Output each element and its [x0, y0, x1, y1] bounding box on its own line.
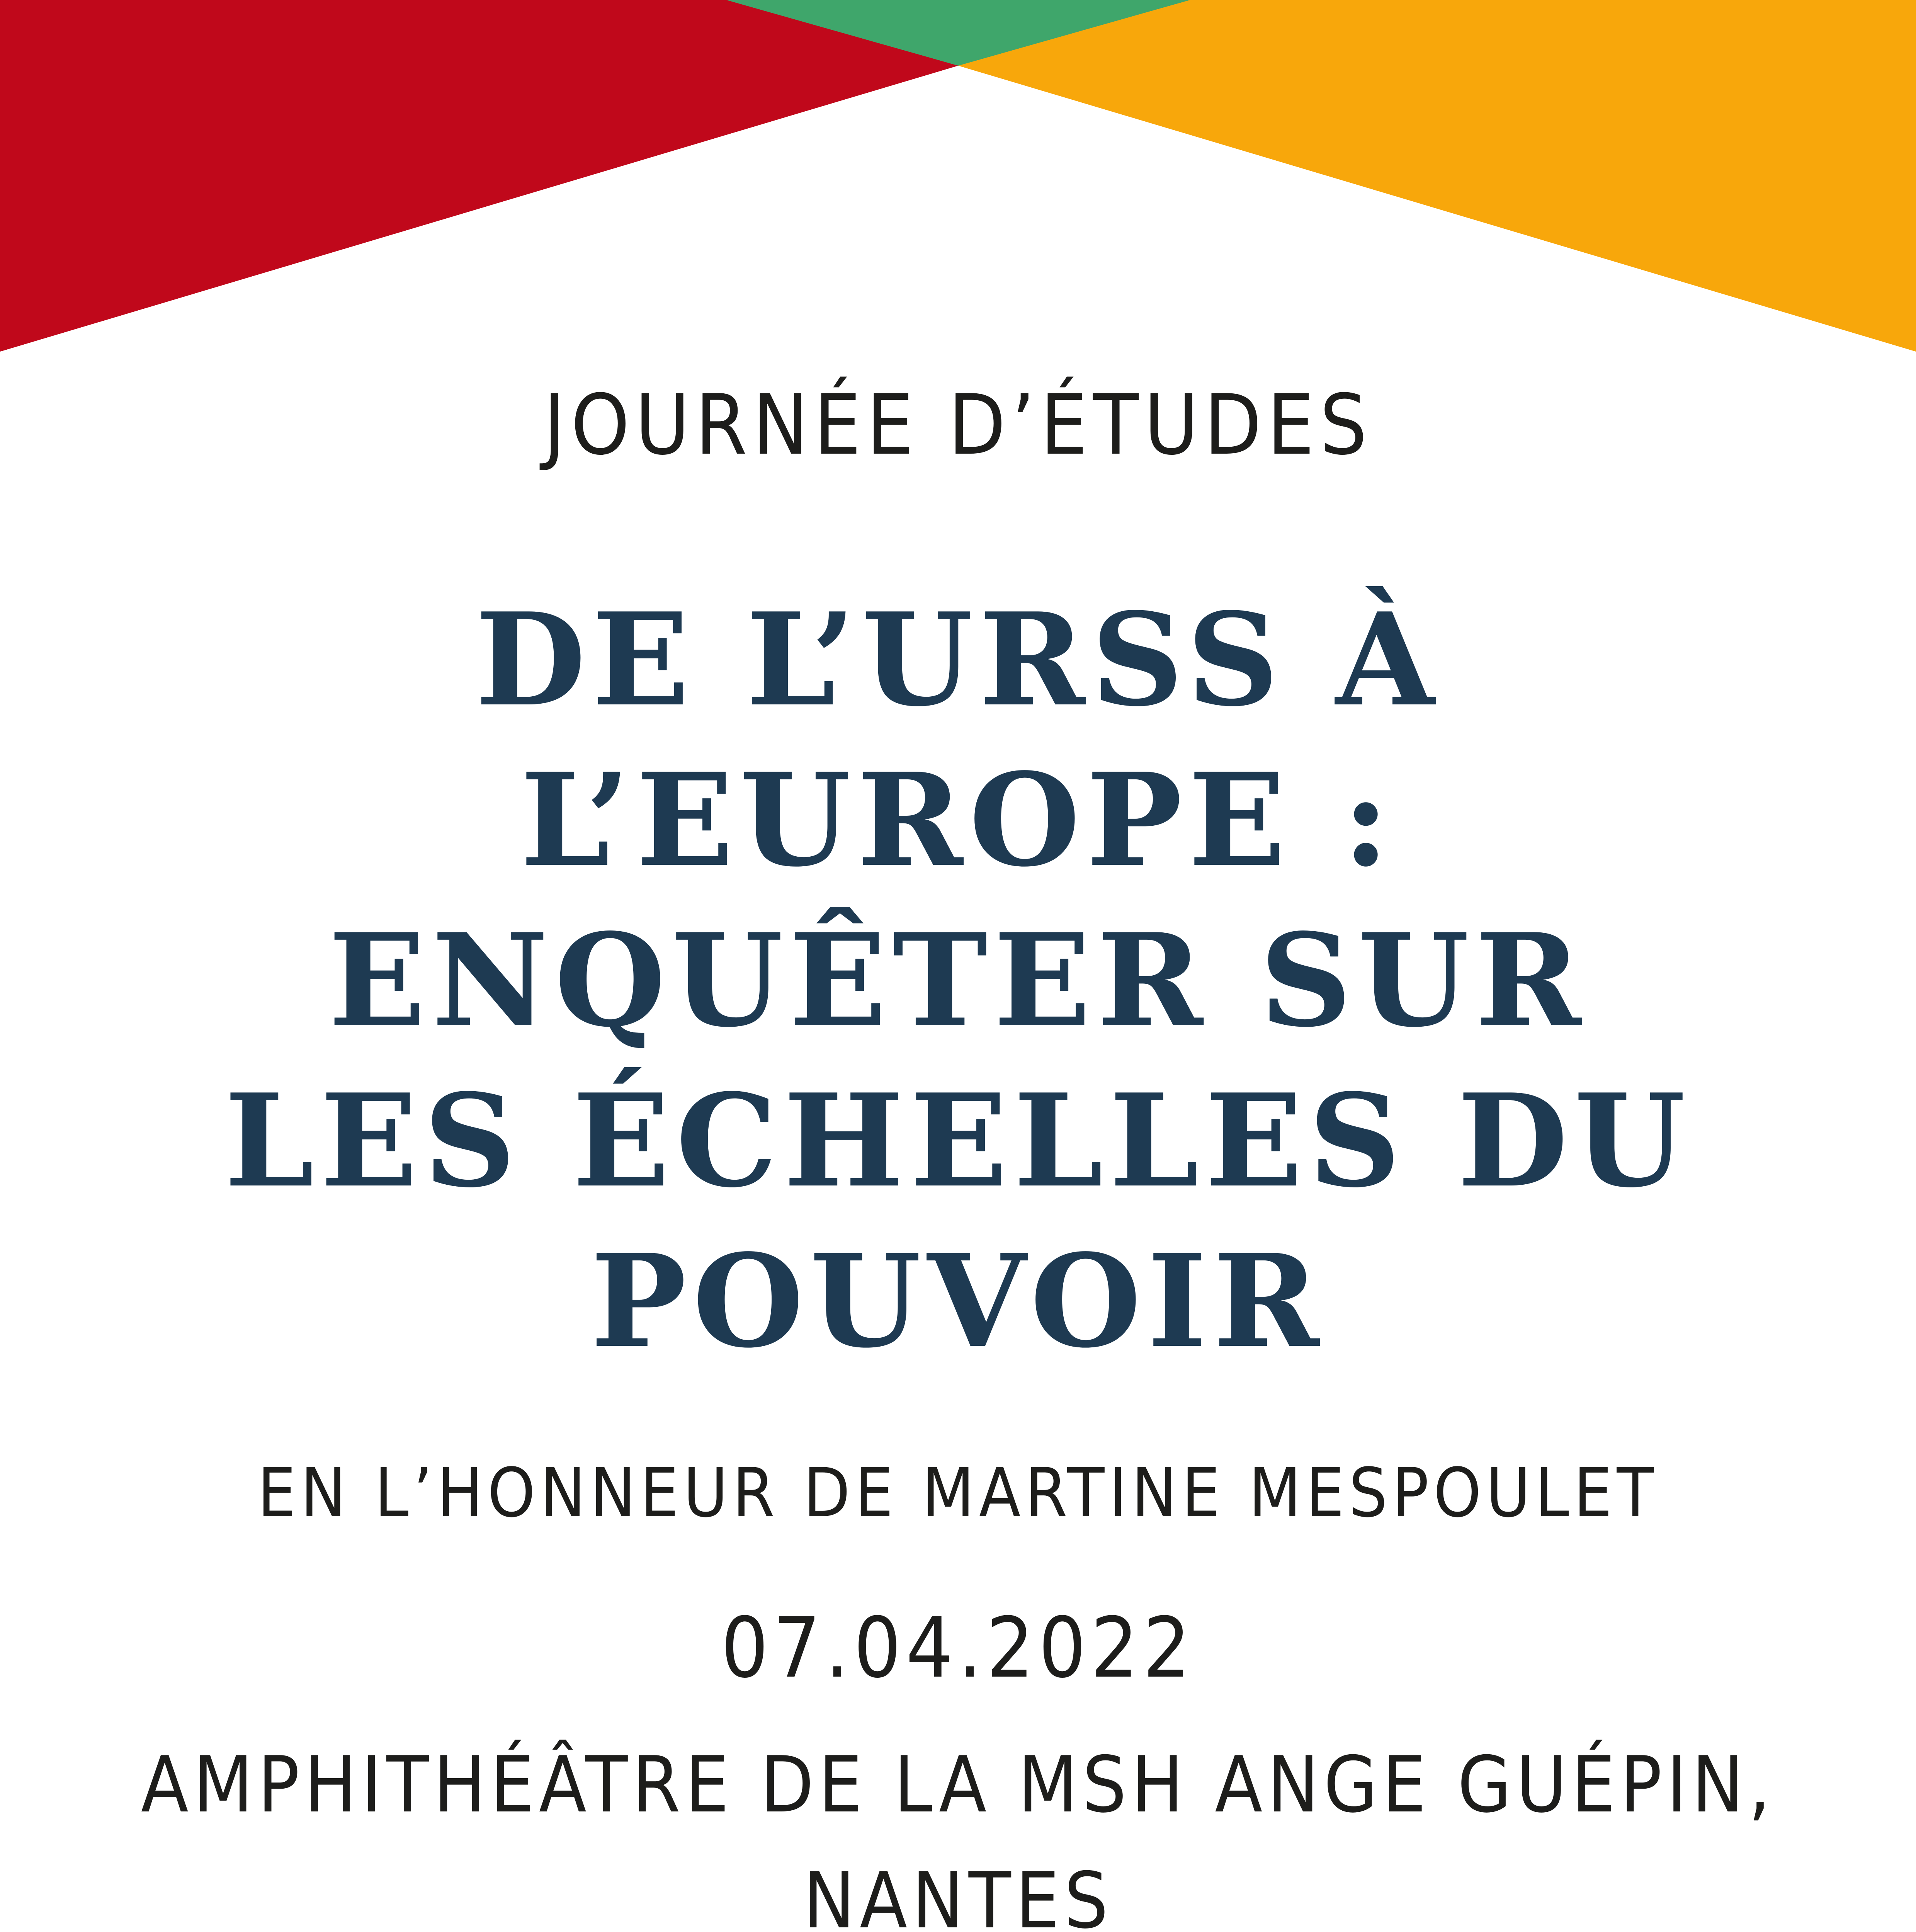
title-line: ENQUÊTER SUR [328, 905, 1588, 1055]
event-venue [0, 1727, 1916, 1932]
top-left-red-triangle [0, 0, 958, 352]
title-line: DE L’URSS À [475, 585, 1441, 735]
top-right-orange-triangle [958, 0, 1916, 352]
event-date: 07.04.2022 [721, 1599, 1195, 1696]
title-line: L’EUROPE : [520, 745, 1396, 895]
venue-line: NANTES [803, 1856, 1113, 1932]
event-type: JOURNÉE D’ÉTUDES [543, 376, 1373, 473]
title-line: LES ÉCHELLES DU [224, 1066, 1692, 1216]
event-title [0, 580, 1916, 1381]
tribute-line: EN L’HONNEUR DE MARTINE MESPOULET [257, 1454, 1659, 1532]
title-line: POUVOIR [590, 1226, 1326, 1376]
venue-line: AMPHITHÉÂTRE DE LA MSH ANGE GUÉPIN, [141, 1740, 1775, 1830]
